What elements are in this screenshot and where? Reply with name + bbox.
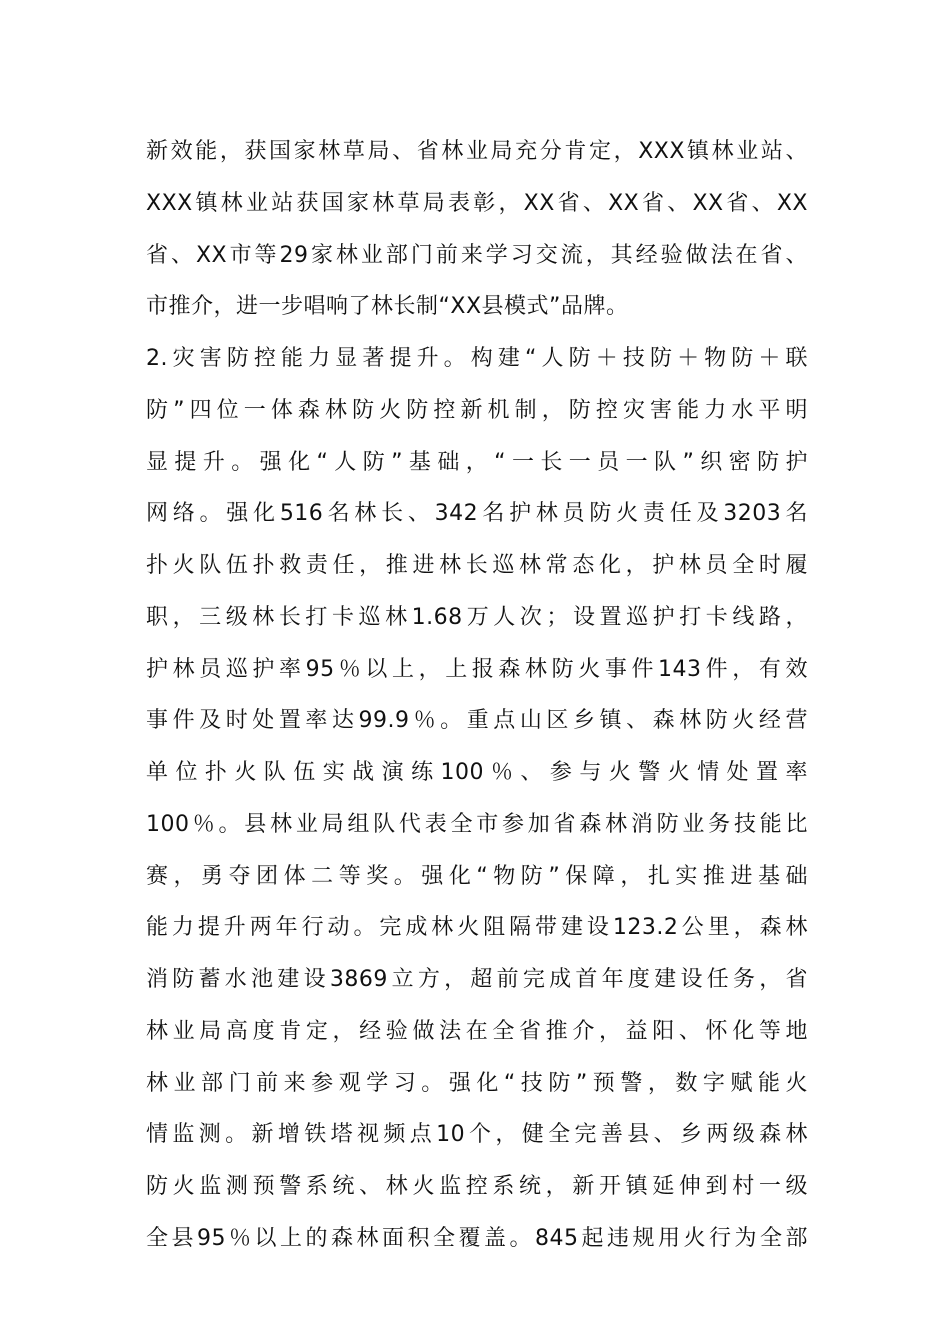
- text-line: 情监测。新增铁塔视频点10个，健全完善县、乡两级森林: [146, 1122, 808, 1148]
- text-line: 护林员巡护率95％以上，上报森林防火事件143件，有效: [146, 656, 808, 682]
- text-line: 防”四位一体森林防火防控新机制，防控灾害能力水平明: [146, 397, 808, 423]
- text-line: 单位扑火队伍实战演练100％、参与火警火情处置率: [146, 760, 808, 785]
- text-line: 事件及时处置率达99.9％。重点山区乡镇、森林防火经营: [146, 708, 808, 734]
- text-line: 市推介，进一步唱响了林长制“XX县模式”品牌。: [146, 294, 629, 320]
- text-line: 职，三级林长打卡巡林1.68万人次；设置巡护打卡线路，: [146, 604, 808, 630]
- text-line: 消防蓄水池建设3869立方，超前完成首年度建设任务，省: [146, 967, 808, 992]
- text-line: 显提升。强化“人防”基础，“一长一员一队”织密防护: [146, 449, 808, 475]
- text-line: 扑火队伍扑救责任，推进林长巡林常态化，护林员全时履: [146, 553, 808, 578]
- text-line: XXX镇林业站获国家林草局表彰，XX省、XX省、XX省、XX: [146, 190, 808, 216]
- text-line: 赛，勇夺团体二等奖。强化“物防”保障，扎实推进基础: [146, 863, 808, 889]
- text-line: 防火监测预警系统、林火监控系统，新开镇延伸到村一级: [146, 1174, 808, 1199]
- text-line: 能力提升两年行动。完成林火阻隔带建设123.2公里，森林: [146, 915, 808, 941]
- text-line: 2.灾害防控能力显著提升。构建“人防＋技防＋物防＋联: [146, 346, 808, 371]
- text-line: 新效能，获国家林草局、省林业局充分肯定，XXX镇林业站、: [146, 139, 808, 164]
- text-line: 省、XX市等29家林业部门前来学习交流，其经验做法在省、: [146, 242, 808, 268]
- text-line: 林业部门前来参观学习。强化“技防”预警，数字赋能火: [146, 1070, 808, 1096]
- text-line: 100％。县林业局组队代表全市参加省森林消防业务技能比: [146, 811, 808, 837]
- text-line: 全县95％以上的森林面积全覆盖。845起违规用火行为全部: [146, 1225, 808, 1251]
- text-line: 林业局高度肯定，经验做法在全省推介，益阳、怀化等地: [146, 1018, 808, 1044]
- text-line: 网络。强化516名林长、342名护林员防火责任及3203名: [146, 501, 808, 527]
